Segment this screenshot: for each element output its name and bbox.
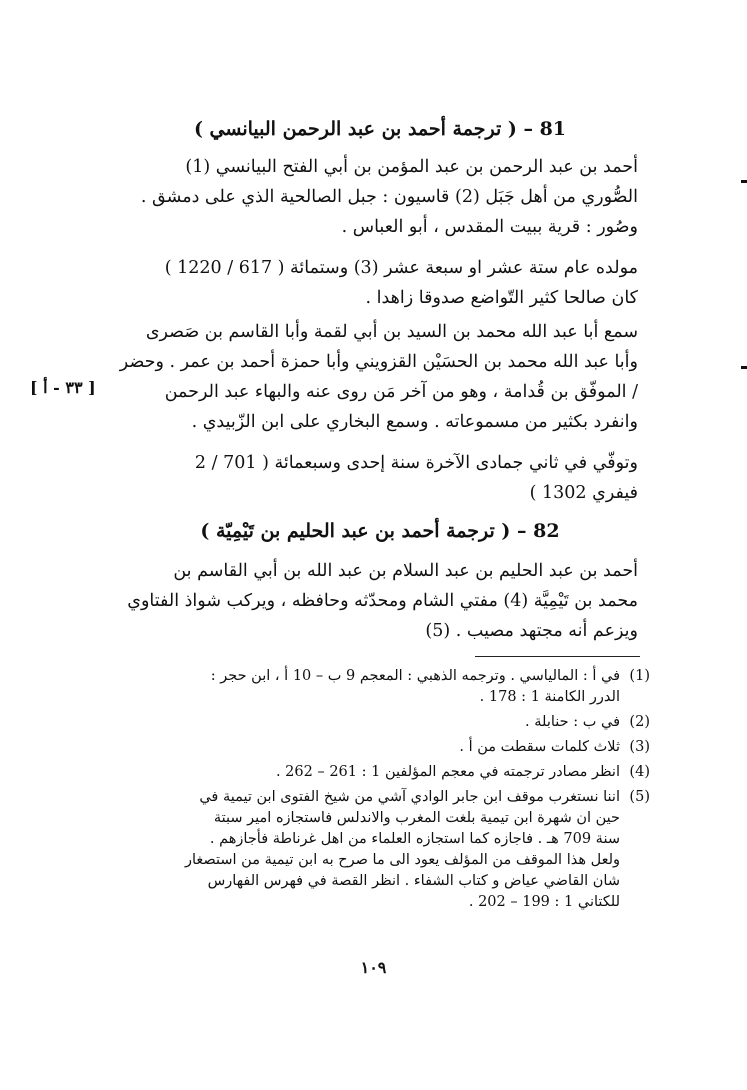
footnote-number: (2) xyxy=(629,714,650,730)
text-line: ولعل هذا الموقف من المؤلف يعود الى ما صرح به ابن تيمية من استصغار xyxy=(185,852,620,868)
text-line: فيفري 1302 ) xyxy=(529,483,638,503)
text-line: في أ : المالياسي . وترجمه الذهبي : المعجم 9 ب – 10 أ ، ابن حجر : xyxy=(210,668,620,684)
entry-82-heading: 82 – ( ترجمة أحمد بن عبد الحليم بن تَيْمِيّة ) xyxy=(200,520,560,542)
footnote-number: (1) xyxy=(629,668,650,684)
text-line: انظر مصادر ترجمته في معجم المؤلفين 1 : 261 – 262 . xyxy=(275,764,620,780)
text-line: وأبا عبد الله محمد بن الحسَيْن القزويني وأبا حمزة أحمد بن عمر . وحضر xyxy=(119,352,638,372)
text-line: محمد بن تَيْمِيَّة (4) مفتي الشام ومحدّثه وحافظه ، ويركب شواذ الفتاوي xyxy=(127,591,638,611)
footnote-text xyxy=(120,762,620,783)
footnote-4 xyxy=(120,762,650,783)
footnote-text xyxy=(120,787,620,913)
footnotes xyxy=(120,666,650,917)
entry-81-paragraph-4 xyxy=(118,448,638,508)
text-line: وتوفّي في ثاني جمادى الآخرة سنة إحدى وسبعمائة ( 701 / 2 xyxy=(194,453,638,473)
text-line: في ب : حنابلة . xyxy=(525,714,620,730)
footnote-2 xyxy=(120,712,650,733)
entry-81-heading: 81 – ( ترجمة أحمد بن عبد الرحمن البيانسي ) xyxy=(193,118,567,140)
text-line: كان صالحا كثير التّواضع صدوقا زاهدا . xyxy=(365,288,638,308)
scan-edge-mark xyxy=(741,180,747,183)
text-line: أحمد بن عبد الرحمن بن عبد المؤمن بن أبي الفتح البيانسي (1) xyxy=(185,157,638,177)
manuscript-folio-note: [ ٣٣ - أ ] xyxy=(30,378,96,397)
page-number: ١٠٩ xyxy=(360,958,387,977)
footnote-text xyxy=(120,712,620,733)
scan-edge-mark xyxy=(741,366,747,369)
text-line: الصُّوري من أهل جَبَل (2) قاسيون : جبل الصالحية الذي على دمشق . xyxy=(140,187,638,207)
footnote-number: (5) xyxy=(629,789,650,805)
entry-82-paragraph-1 xyxy=(118,556,638,646)
footnote-5 xyxy=(120,787,650,913)
footnote-1 xyxy=(120,666,650,708)
text-line: للكتاني 1 : 199 – 202 . xyxy=(468,894,620,910)
text-line: سمع أبا عبد الله محمد بن السيد بن أبي لقمة وأبا القاسم بن صَصرى xyxy=(145,322,638,342)
text-line: اننا نستغرب موقف ابن جابر الوادي آشي من شيخ الفتوى ابن تيمية في xyxy=(199,789,620,805)
footnote-3 xyxy=(120,737,650,758)
entry-81-paragraph-1 xyxy=(118,152,638,242)
text-line: سنة 709 هـ . فاجازه كما استجازه العلماء من اهل غرناطة فأجازهم . xyxy=(209,831,620,847)
text-line: ثلاث كلمات سقطت من أ . xyxy=(459,739,620,755)
footnote-number: (3) xyxy=(629,739,650,755)
footnote-separator xyxy=(475,656,640,657)
text-line: مولده عام ستة عشر او سبعة عشر (3) وستمائة ( 617 / 1220 ) xyxy=(164,258,638,278)
text-line: شان القاضي عياض و كتاب الشفاء . انظر القصة في فهرس الفهارس xyxy=(207,873,620,889)
text-line: الدرر الكامنة 1 : 178 . xyxy=(479,689,620,705)
entry-81-paragraph-2 xyxy=(118,253,638,313)
footnote-text xyxy=(120,737,620,758)
text-line: ويزعم أنه مجتهد مصيب . (5) xyxy=(425,621,638,641)
text-line: حين ان شهرة ابن تيمية بلغت المغرب والاندلس فاستجازه امير سبتة xyxy=(213,810,620,826)
text-line: وصُور : قرية ببيت المقدس ، أبو العباس . xyxy=(341,217,638,237)
text-line: أحمد بن عبد الحليم بن عبد السلام بن عبد الله بن أبي القاسم بن xyxy=(173,561,638,581)
footnote-number: (4) xyxy=(629,764,650,780)
text-line: وانفرد بكثير من مسموعاته . وسمع البخاري على ابن الزّبيدي . xyxy=(191,412,638,432)
text-line: / الموفّق بن قُدامة ، وهو من آخر مَن روى عنه والبهاء عبد الرحمن xyxy=(164,382,638,402)
entry-81-paragraph-3 xyxy=(118,317,638,437)
footnote-text xyxy=(120,666,620,708)
